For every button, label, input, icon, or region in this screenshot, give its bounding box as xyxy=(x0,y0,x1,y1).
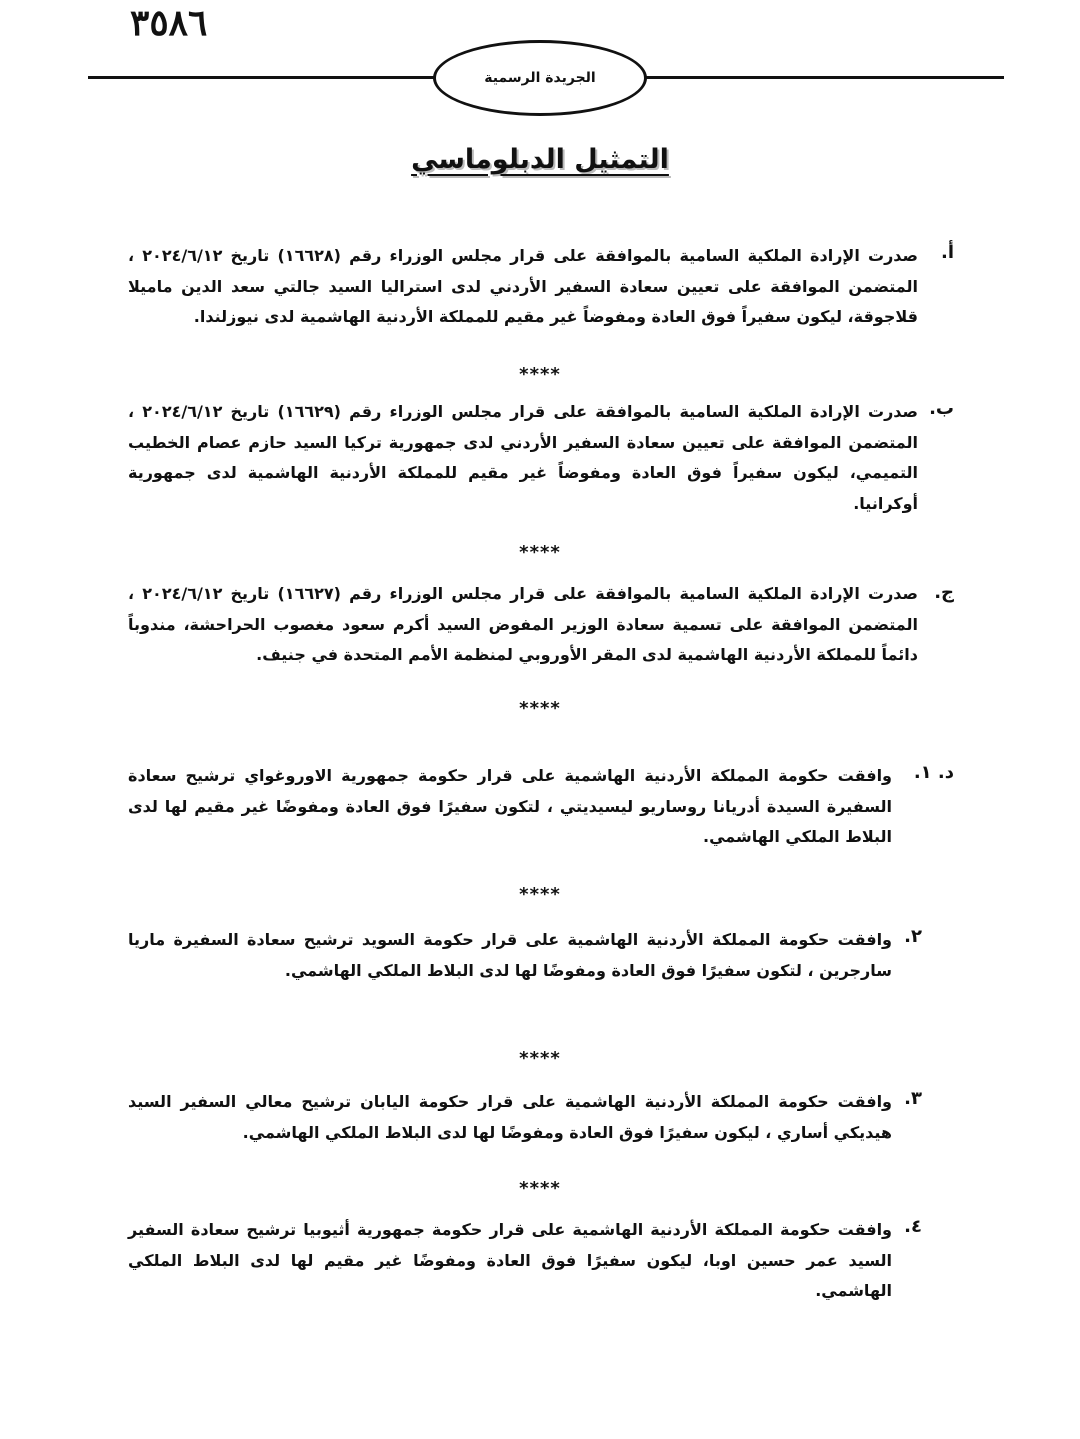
item-paragraph: صدرت الإرادة الملكية السامية بالموافقة على قرار مجلس الوزراء رقم (١٦٦٢٧) تاريخ ٢٠٢٤/٦/١٢ ، المتضمن الموافقة على تسمية سعادة الوزير المفوض السيد أكرم سعود مغصوب الحراحشة، مندوباً دائماً للمملكة الأردنية الهاشمية لدى المقر الأوروبي لمنظمة الأمم المتحدة في جنيف. xyxy=(128,584,918,664)
item-paragraph: وافقت حكومة المملكة الأردنية الهاشمية على قرار حكومة جمهورية الاوروغواي ترشيح سعادة السفيرة السيدة أدريانا روساريو ليسيديتي ، لتكون سفيرًا فوق العادة ومفوضًا غير مقيم لها لدى البلاط الملكي الهاشمي. xyxy=(128,766,892,846)
page-number: ٣٥٨٦ xyxy=(130,2,208,44)
item-paragraph: وافقت حكومة المملكة الأردنية الهاشمية على قرار حكومة السويد ترشيح سعادة السفيرة ماريا سارجرين ، لتكون سفيرًا فوق العادة ومفوضًا لها لدى البلاط الملكي الهاشمي. xyxy=(128,930,892,980)
emblem-text: الجريدة الرسمية xyxy=(484,70,596,86)
separator: **** xyxy=(519,1048,561,1069)
separator: **** xyxy=(519,542,561,563)
item-marker: أ. xyxy=(940,242,954,263)
item-paragraph: صدرت الإرادة الملكية السامية بالموافقة على قرار مجلس الوزراء رقم (١٦٦٢٩) تاريخ ٢٠٢٤/٦/١٢ ، المتضمن الموافقة على تعيين سعادة السفير الأردني لدى جمهورية تركيا السيد حازم عصام الخطيب التميمي، ليكون سفيراً فوق العادة ومفوضاً غير مقيم للمملكة الأردنية الهاشمية لدى جمهورية أوكرانيا. xyxy=(128,402,918,513)
item-paragraph: وافقت حكومة المملكة الأردنية الهاشمية على قرار حكومة جمهورية أثيوبيا ترشيح سعادة السفير السيد عمر حسين اوبا، ليكون سفيرًا فوق العادة ومفوضًا غير مقيم لها لدى البلاط الملكي الهاشمي. xyxy=(128,1220,892,1300)
separator: **** xyxy=(519,1178,561,1199)
item-marker: ٤. xyxy=(904,1216,922,1237)
item-marker: د. ١. xyxy=(913,762,954,783)
item-marker: ب. xyxy=(929,398,954,419)
separator: **** xyxy=(519,364,561,385)
page-title: التمثيل الدبلوماسي xyxy=(411,144,669,175)
separator: **** xyxy=(519,698,561,719)
separator: **** xyxy=(519,884,561,905)
item-paragraph: وافقت حكومة المملكة الأردنية الهاشمية على قرار حكومة اليابان ترشيح معالي السفير السيد هيديكي أساري ، ليكون سفيرًا فوق العادة ومفوضًا لها لدى البلاط الملكي الهاشمي. xyxy=(128,1092,892,1142)
item-marker: ٣. xyxy=(904,1088,922,1109)
item-marker: ٢. xyxy=(904,926,922,947)
item-paragraph: صدرت الإرادة الملكية السامية بالموافقة على قرار مجلس الوزراء رقم (١٦٦٢٨) تاريخ ٢٠٢٤/٦/١٢ ، المتضمن الموافقة على تعيين سعادة السفير الأردني لدى استراليا السيد جالتي سعد الدين ماميلا قلاجوقة، ليكون سفيراً فوق العادة ومفوضاً غير مقيم للمملكة الأردنية الهاشمية لدى نيوزلندا. xyxy=(128,246,918,326)
gazette-emblem xyxy=(433,40,647,116)
item-marker: ج. xyxy=(934,582,954,603)
